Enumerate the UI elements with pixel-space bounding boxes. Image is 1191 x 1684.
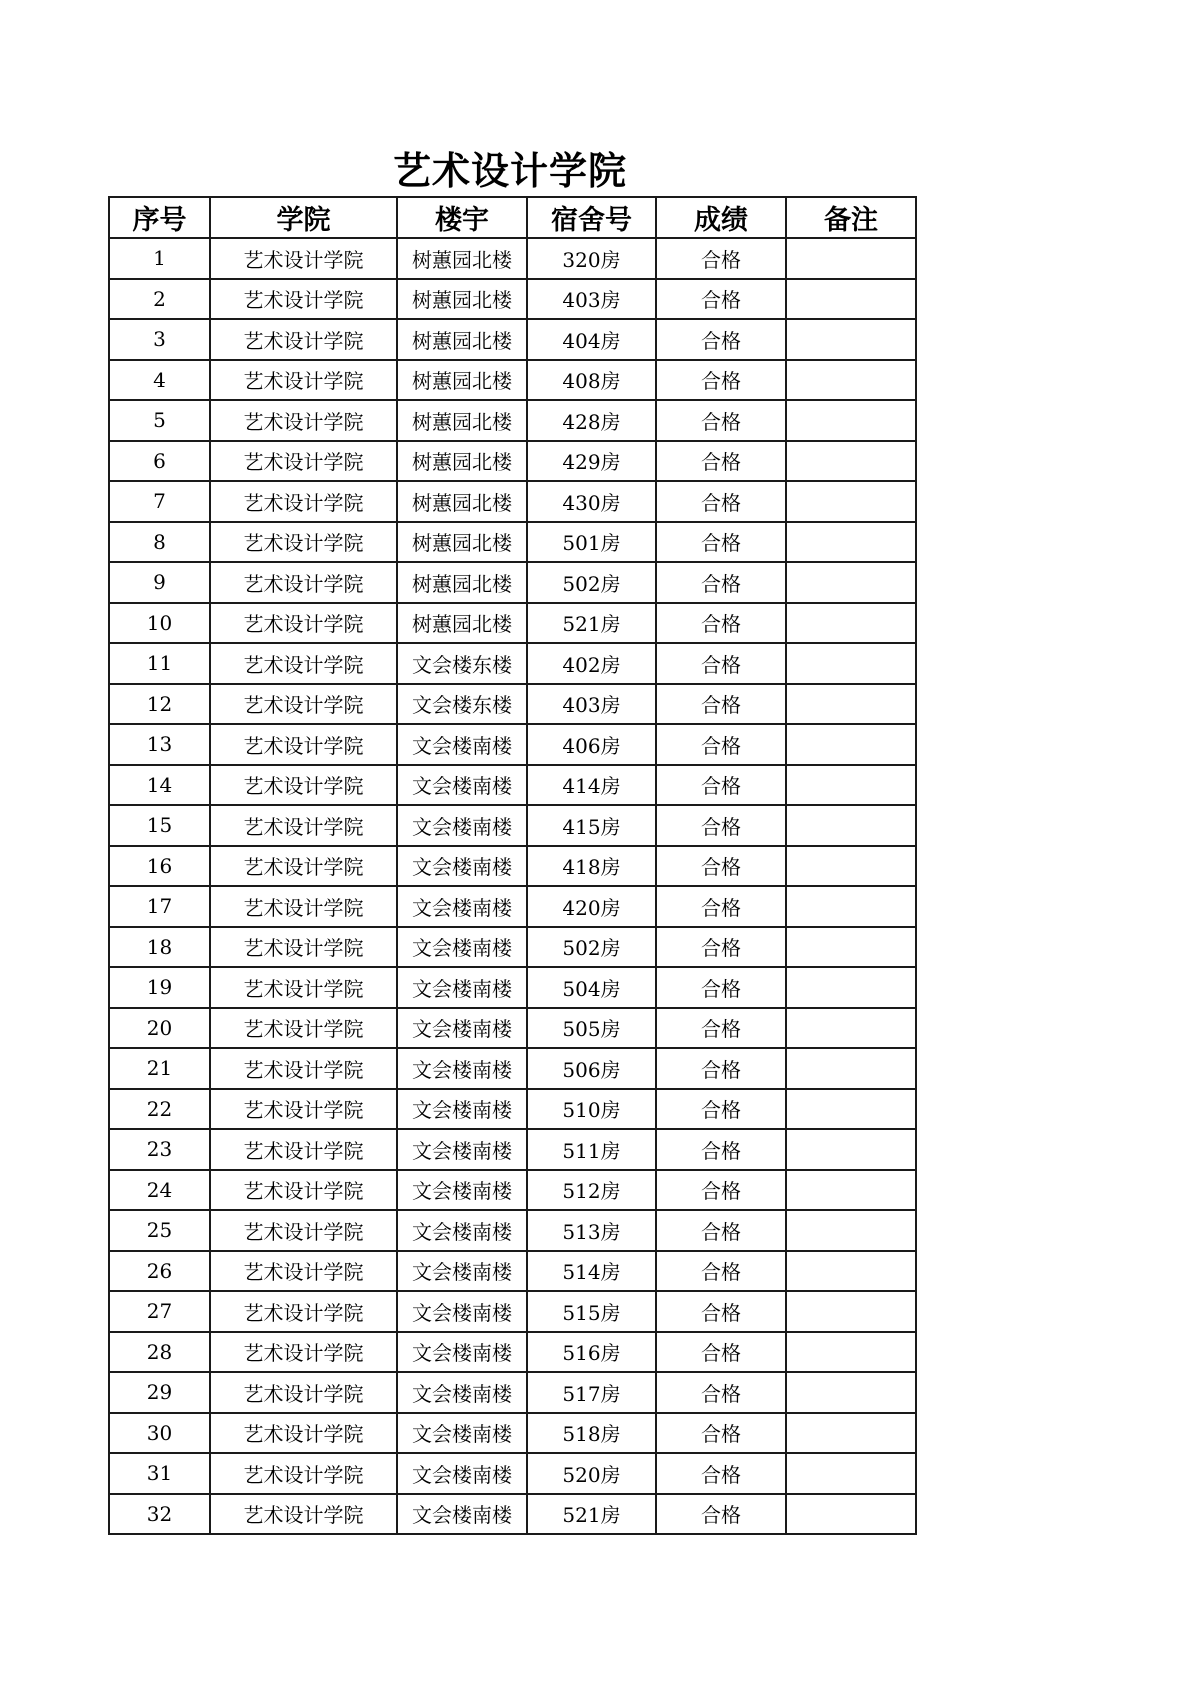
cell-college: 艺术设计学院	[210, 1453, 397, 1494]
cell-number: 23	[109, 1129, 210, 1170]
cell-room: 406房	[527, 724, 656, 765]
table-row	[109, 319, 916, 360]
cell-result: 合格	[656, 603, 786, 644]
cell-remark	[786, 643, 916, 684]
cell-remark	[786, 1453, 916, 1494]
table-row	[109, 1453, 916, 1494]
header-room: 宿舍号	[527, 197, 656, 238]
cell-remark	[786, 1210, 916, 1251]
cell-college: 艺术设计学院	[210, 927, 397, 968]
cell-building: 文会楼南楼	[397, 927, 527, 968]
cell-remark	[786, 360, 916, 401]
cell-remark	[786, 400, 916, 441]
header-result: 成绩	[656, 197, 786, 238]
cell-room: 514房	[527, 1251, 656, 1292]
cell-room: 420房	[527, 886, 656, 927]
cell-result: 合格	[656, 886, 786, 927]
cell-number: 9	[109, 562, 210, 603]
cell-college: 艺术设计学院	[210, 1210, 397, 1251]
cell-college: 艺术设计学院	[210, 765, 397, 806]
table-row	[109, 1291, 916, 1332]
cell-room: 512房	[527, 1170, 656, 1211]
cell-room: 501房	[527, 522, 656, 563]
cell-college: 艺术设计学院	[210, 805, 397, 846]
cell-result: 合格	[656, 522, 786, 563]
cell-result: 合格	[656, 1170, 786, 1211]
cell-college: 艺术设计学院	[210, 967, 397, 1008]
cell-remark	[786, 1170, 916, 1211]
cell-remark	[786, 1251, 916, 1292]
table-row	[109, 1048, 916, 1089]
cell-room: 402房	[527, 643, 656, 684]
cell-result: 合格	[656, 765, 786, 806]
table-row	[109, 1413, 916, 1454]
cell-result: 合格	[656, 724, 786, 765]
cell-building: 文会楼南楼	[397, 886, 527, 927]
cell-room: 414房	[527, 765, 656, 806]
cell-remark	[786, 1291, 916, 1332]
cell-number: 22	[109, 1089, 210, 1130]
cell-remark	[786, 765, 916, 806]
cell-college: 艺术设计学院	[210, 319, 397, 360]
cell-number: 28	[109, 1332, 210, 1373]
table-row	[109, 481, 916, 522]
cell-result: 合格	[656, 805, 786, 846]
cell-remark	[786, 319, 916, 360]
cell-remark	[786, 279, 916, 320]
cell-building: 文会楼南楼	[397, 1291, 527, 1332]
cell-building: 文会楼南楼	[397, 967, 527, 1008]
cell-number: 2	[109, 279, 210, 320]
cell-result: 合格	[656, 400, 786, 441]
cell-result: 合格	[656, 481, 786, 522]
cell-room: 418房	[527, 846, 656, 887]
cell-building: 文会楼南楼	[397, 1210, 527, 1251]
cell-number: 27	[109, 1291, 210, 1332]
cell-result: 合格	[656, 1251, 786, 1292]
cell-number: 12	[109, 684, 210, 725]
table-row	[109, 886, 916, 927]
cell-room: 510房	[527, 1089, 656, 1130]
cell-building: 树蕙园北楼	[397, 400, 527, 441]
cell-college: 艺术设计学院	[210, 684, 397, 725]
cell-number: 10	[109, 603, 210, 644]
cell-room: 515房	[527, 1291, 656, 1332]
cell-number: 30	[109, 1413, 210, 1454]
cell-remark	[786, 927, 916, 968]
cell-college: 艺术设计学院	[210, 1494, 397, 1535]
cell-remark	[786, 1372, 916, 1413]
cell-room: 517房	[527, 1372, 656, 1413]
cell-remark	[786, 1413, 916, 1454]
table-row	[109, 562, 916, 603]
table-header	[109, 197, 916, 238]
cell-room: 403房	[527, 684, 656, 725]
cell-college: 艺术设计学院	[210, 562, 397, 603]
cell-building: 树蕙园北楼	[397, 441, 527, 482]
table-row	[109, 1494, 916, 1535]
cell-number: 18	[109, 927, 210, 968]
table-row	[109, 643, 916, 684]
table-row	[109, 1170, 916, 1211]
table-row	[109, 846, 916, 887]
table-body	[109, 238, 916, 1534]
cell-room: 430房	[527, 481, 656, 522]
cell-college: 艺术设计学院	[210, 1048, 397, 1089]
table-row	[109, 400, 916, 441]
cell-room: 404房	[527, 319, 656, 360]
header-remark: 备注	[786, 197, 916, 238]
cell-remark	[786, 1129, 916, 1170]
cell-room: 428房	[527, 400, 656, 441]
cell-number: 15	[109, 805, 210, 846]
cell-building: 树蕙园北楼	[397, 238, 527, 279]
cell-number: 8	[109, 522, 210, 563]
cell-remark	[786, 1089, 916, 1130]
cell-building: 文会楼南楼	[397, 1372, 527, 1413]
table-row	[109, 360, 916, 401]
cell-building: 文会楼南楼	[397, 1251, 527, 1292]
cell-number: 1	[109, 238, 210, 279]
cell-remark	[786, 1048, 916, 1089]
cell-college: 艺术设计学院	[210, 1008, 397, 1049]
cell-result: 合格	[656, 1372, 786, 1413]
header-building: 楼宇	[397, 197, 527, 238]
cell-number: 7	[109, 481, 210, 522]
header-college: 学院	[210, 197, 397, 238]
cell-building: 文会楼南楼	[397, 724, 527, 765]
cell-number: 5	[109, 400, 210, 441]
cell-number: 19	[109, 967, 210, 1008]
cell-remark	[786, 967, 916, 1008]
cell-remark	[786, 1332, 916, 1373]
table-row	[109, 927, 916, 968]
cell-room: 415房	[527, 805, 656, 846]
cell-result: 合格	[656, 1129, 786, 1170]
cell-building: 树蕙园北楼	[397, 522, 527, 563]
cell-number: 20	[109, 1008, 210, 1049]
cell-result: 合格	[656, 684, 786, 725]
cell-college: 艺术设计学院	[210, 1291, 397, 1332]
cell-building: 文会楼南楼	[397, 1129, 527, 1170]
cell-number: 21	[109, 1048, 210, 1089]
cell-building: 文会楼南楼	[397, 805, 527, 846]
table-row	[109, 1089, 916, 1130]
table-row	[109, 279, 916, 320]
cell-room: 502房	[527, 562, 656, 603]
cell-building: 文会楼东楼	[397, 684, 527, 725]
cell-remark	[786, 603, 916, 644]
cell-result: 合格	[656, 1291, 786, 1332]
cell-college: 艺术设计学院	[210, 1089, 397, 1130]
cell-number: 4	[109, 360, 210, 401]
table-row	[109, 522, 916, 563]
cell-room: 513房	[527, 1210, 656, 1251]
cell-room: 518房	[527, 1413, 656, 1454]
cell-number: 13	[109, 724, 210, 765]
cell-college: 艺术设计学院	[210, 279, 397, 320]
cell-result: 合格	[656, 846, 786, 887]
cell-college: 艺术设计学院	[210, 643, 397, 684]
cell-room: 511房	[527, 1129, 656, 1170]
cell-college: 艺术设计学院	[210, 1170, 397, 1211]
cell-result: 合格	[656, 1008, 786, 1049]
table-row	[109, 1332, 916, 1373]
cell-result: 合格	[656, 238, 786, 279]
cell-college: 艺术设计学院	[210, 1251, 397, 1292]
cell-number: 29	[109, 1372, 210, 1413]
cell-room: 521房	[527, 603, 656, 644]
header-row	[109, 197, 916, 238]
cell-number: 11	[109, 643, 210, 684]
table-row	[109, 238, 916, 279]
table-row	[109, 1210, 916, 1251]
cell-result: 合格	[656, 967, 786, 1008]
table-row	[109, 1372, 916, 1413]
cell-result: 合格	[656, 1048, 786, 1089]
cell-building: 树蕙园北楼	[397, 360, 527, 401]
cell-remark	[786, 724, 916, 765]
cell-room: 504房	[527, 967, 656, 1008]
cell-college: 艺术设计学院	[210, 481, 397, 522]
cell-room: 505房	[527, 1008, 656, 1049]
cell-room: 403房	[527, 279, 656, 320]
cell-college: 艺术设计学院	[210, 522, 397, 563]
cell-room: 506房	[527, 1048, 656, 1089]
cell-number: 32	[109, 1494, 210, 1535]
table-row	[109, 967, 916, 1008]
cell-remark	[786, 522, 916, 563]
cell-number: 26	[109, 1251, 210, 1292]
cell-result: 合格	[656, 319, 786, 360]
cell-room: 429房	[527, 441, 656, 482]
cell-result: 合格	[656, 927, 786, 968]
cell-building: 树蕙园北楼	[397, 603, 527, 644]
cell-remark	[786, 1494, 916, 1535]
cell-building: 文会楼南楼	[397, 1170, 527, 1211]
cell-result: 合格	[656, 1089, 786, 1130]
cell-remark	[786, 238, 916, 279]
cell-building: 文会楼南楼	[397, 1494, 527, 1535]
cell-building: 树蕙园北楼	[397, 319, 527, 360]
cell-room: 502房	[527, 927, 656, 968]
cell-room: 408房	[527, 360, 656, 401]
cell-remark	[786, 1008, 916, 1049]
cell-room: 521房	[527, 1494, 656, 1535]
cell-remark	[786, 846, 916, 887]
cell-college: 艺术设计学院	[210, 846, 397, 887]
cell-college: 艺术设计学院	[210, 360, 397, 401]
cell-building: 文会楼南楼	[397, 1413, 527, 1454]
cell-number: 14	[109, 765, 210, 806]
cell-building: 文会楼南楼	[397, 1453, 527, 1494]
cell-result: 合格	[656, 1453, 786, 1494]
cell-building: 树蕙园北楼	[397, 562, 527, 603]
cell-college: 艺术设计学院	[210, 1129, 397, 1170]
cell-room: 520房	[527, 1453, 656, 1494]
cell-building: 文会楼南楼	[397, 846, 527, 887]
table-row	[109, 684, 916, 725]
cell-remark	[786, 441, 916, 482]
cell-number: 17	[109, 886, 210, 927]
cell-result: 合格	[656, 1494, 786, 1535]
cell-college: 艺术设计学院	[210, 724, 397, 765]
cell-number: 24	[109, 1170, 210, 1211]
table-row	[109, 1008, 916, 1049]
cell-college: 艺术设计学院	[210, 886, 397, 927]
cell-building: 文会楼东楼	[397, 643, 527, 684]
cell-result: 合格	[656, 279, 786, 320]
cell-result: 合格	[656, 643, 786, 684]
cell-number: 31	[109, 1453, 210, 1494]
cell-result: 合格	[656, 360, 786, 401]
cell-building: 文会楼南楼	[397, 1008, 527, 1049]
cell-building: 树蕙园北楼	[397, 279, 527, 320]
cell-building: 树蕙园北楼	[397, 481, 527, 522]
cell-building: 文会楼南楼	[397, 1332, 527, 1373]
cell-college: 艺术设计学院	[210, 441, 397, 482]
dormitory-table	[108, 196, 917, 1535]
table-row	[109, 1129, 916, 1170]
cell-college: 艺术设计学院	[210, 238, 397, 279]
table-row	[109, 724, 916, 765]
cell-number: 3	[109, 319, 210, 360]
cell-remark	[786, 886, 916, 927]
cell-remark	[786, 805, 916, 846]
table-row	[109, 603, 916, 644]
cell-college: 艺术设计学院	[210, 1413, 397, 1454]
cell-result: 合格	[656, 441, 786, 482]
table-row	[109, 441, 916, 482]
cell-number: 25	[109, 1210, 210, 1251]
table-row	[109, 805, 916, 846]
cell-result: 合格	[656, 562, 786, 603]
cell-result: 合格	[656, 1332, 786, 1373]
page-title: 艺术设计学院	[392, 149, 627, 193]
cell-result: 合格	[656, 1413, 786, 1454]
cell-building: 文会楼南楼	[397, 1048, 527, 1089]
cell-room: 516房	[527, 1332, 656, 1373]
header-number: 序号	[109, 197, 210, 238]
cell-college: 艺术设计学院	[210, 1332, 397, 1373]
cell-college: 艺术设计学院	[210, 603, 397, 644]
table-row	[109, 1251, 916, 1292]
cell-building: 文会楼南楼	[397, 1089, 527, 1130]
cell-number: 16	[109, 846, 210, 887]
cell-result: 合格	[656, 1210, 786, 1251]
cell-room: 320房	[527, 238, 656, 279]
cell-college: 艺术设计学院	[210, 400, 397, 441]
cell-building: 文会楼南楼	[397, 765, 527, 806]
cell-remark	[786, 562, 916, 603]
table-row	[109, 765, 916, 806]
cell-college: 艺术设计学院	[210, 1372, 397, 1413]
cell-remark	[786, 481, 916, 522]
cell-number: 6	[109, 441, 210, 482]
cell-remark	[786, 684, 916, 725]
